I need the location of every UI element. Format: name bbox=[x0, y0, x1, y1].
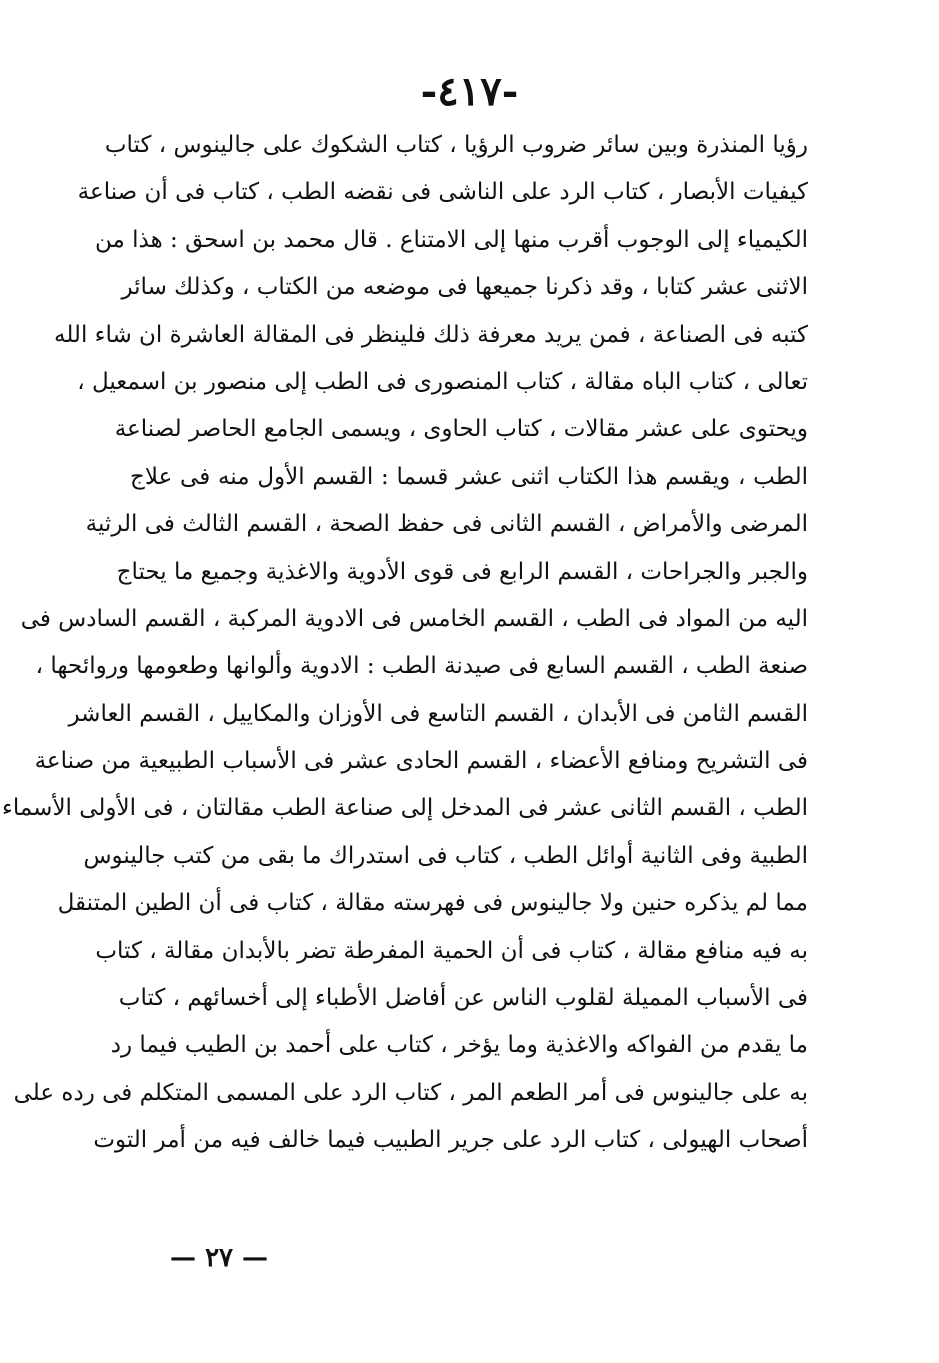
text-line-4: الاثنى عشر كتابا ، وقد ذكرنا جميعها فى موضعه من الكتاب ، وكذلك سائر bbox=[121, 274, 808, 301]
text-line-11: اليه من المواد فى الطب ، القسم الخامس فى الادوية المركبة ، القسم السادس فى bbox=[20, 605, 808, 632]
page-number-top: -٤١٧- bbox=[420, 68, 519, 115]
text-line-13: القسم الثامن فى الأبدان ، القسم التاسع فى الأوزان والمكاييل ، القسم العاشر bbox=[68, 700, 808, 727]
text-line-1: رؤيا المنذرة وبين سائر ضروب الرؤيا ، كتاب الشكوك على جالينوس ، كتاب bbox=[104, 132, 808, 158]
text-line-17: مما لم يذكره حنين ولا جالينوس فى فهرسته مقالة ، كتاب فى أن الطين المتنقل bbox=[57, 890, 808, 917]
text-line-9: المرضى والأمراض ، القسم الثانى فى حفظ الصحة ، القسم الثالث فى الرثية bbox=[85, 511, 808, 538]
page-number-bottom: — ٢٧ — bbox=[170, 1243, 269, 1273]
text-line-5: كتبه فى الصناعة ، فمن يريد معرفة ذلك فلينظر فى المقالة العاشرة ان شاء الله bbox=[53, 321, 808, 348]
text-line-6: تعالى ، كتاب الباه مقالة ، كتاب المنصورى فى الطب إلى منصور بن اسمعيل ، bbox=[77, 368, 808, 395]
text-line-20: ما يقدم من الفواكه والاغذية وما يؤخر ، كتاب على أحمد بن الطيب فيما رد bbox=[110, 1032, 808, 1059]
text-line-3: الكيمياء إلى الوجوب أقرب منها إلى الامتناع . قال محمد بن اسحق : هذا من bbox=[95, 226, 808, 253]
text-line-21: به على جالينوس فى أمر الطعم المر ، كتاب الرد على المسمى المتكلم فى رده على bbox=[13, 1079, 808, 1106]
text-line-15: الطب ، القسم الثانى عشر فى المدخل إلى صناعة الطب مقالتان ، فى الأولى الأسماء bbox=[2, 795, 808, 822]
text-line-18: به فيه منافع مقالة ، كتاب فى أن الحمية المفرطة تضر بالأبدان مقالة ، كتاب bbox=[95, 937, 808, 964]
text-line-2: كيفيات الأبصار ، كتاب الرد على الناشى فى نقضه الطب ، كتاب فى أن صناعة bbox=[77, 179, 808, 206]
body-text bbox=[2, 122, 808, 1165]
text-line-7: ويحتوى على عشر مقالات ، كتاب الحاوى ، ويسمى الجامع الحاصر لصناعة bbox=[114, 416, 808, 443]
text-line-10: والجبر والجراحات ، القسم الرابع فى قوى الأدوية والاغذية وجميع ما يحتاج bbox=[116, 558, 808, 585]
text-line-8: الطب ، ويقسم هذا الكتاب اثنى عشر قسما : القسم الأول منه فى علاج bbox=[130, 463, 808, 490]
text-line-12: صنعة الطب ، القسم السابع فى صيدنة الطب : الادوية وألوانها وطعومها وروائحها ، bbox=[35, 653, 808, 680]
text-line-14: فى التشريح ومنافع الأعضاء ، القسم الحادى عشر فى الأسباب الطبيعية من صناعة bbox=[34, 748, 808, 775]
text-line-16: الطبية وفى الثانية أوائل الطب ، كتاب فى استدراك ما بقى من كتب جالينوس bbox=[83, 842, 808, 869]
text-line-22: أصحاب الهيولى ، كتاب الرد على جرير الطبيب فيما خالف فيه من أمر التوت bbox=[93, 1127, 808, 1154]
text-line-19: فى الأسباب المميلة لقلوب الناس عن أفاضل الأطباء إلى أخسائهم ، كتاب bbox=[118, 985, 808, 1012]
